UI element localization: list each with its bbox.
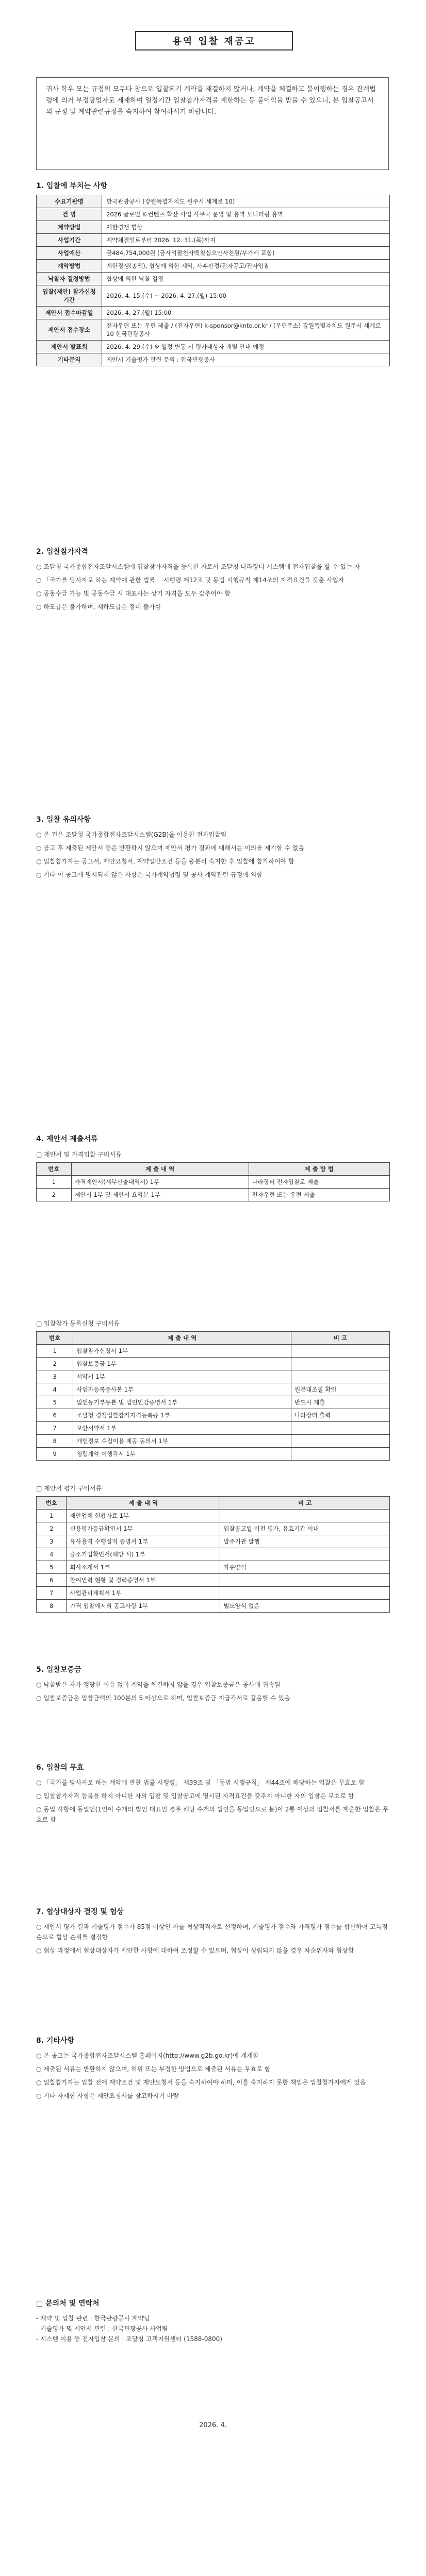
row-number: 8	[37, 1435, 73, 1448]
contact-line: - 계약 및 입찰 관련 : 한국관광공사 계약팀	[36, 2315, 150, 2322]
row-number: 7	[37, 1422, 73, 1435]
info-row	[37, 273, 390, 285]
notice-item: ○ 공고 후 제출된 제안서 등은 반환하지 않으며 제안서 평가 결과에 대해서는 이의를 제기할 수 없음	[36, 844, 304, 852]
registration-row	[37, 1396, 390, 1409]
submission-docs-table	[36, 1162, 390, 1201]
row-item: 보안서약서 1부	[73, 1422, 291, 1435]
info-label: 계약방법	[37, 221, 102, 234]
row-item: 법인등기부등본 및 법인인감증명서 1부	[73, 1396, 291, 1409]
row-item: 회사소개서 1부	[67, 1561, 220, 1574]
info-label: 건 명	[37, 208, 102, 221]
column-header: 번호	[37, 1497, 67, 1510]
info-row	[37, 341, 390, 353]
info-row	[37, 260, 390, 273]
bid-info-table	[36, 195, 390, 366]
etc-item: ○ 본 공고는 국가종합전자조달시스템 홈페이지(http://www.g2b.go.kr)에 게재함	[36, 2052, 259, 2059]
row-item: 개인정보 수집이용 제공 동의서 1부	[73, 1435, 291, 1448]
qualification-item: ○ 「국가를 당사자로 하는 계약에 관한 법률」 시행령 제12조 및 동법 시행규칙 제14조의 자격요건을 갖춘 사업자	[36, 577, 345, 584]
row-item: 입찰보증금 1부	[73, 1358, 291, 1370]
column-header: 번호	[37, 1332, 73, 1345]
column-header: 비 고	[291, 1332, 390, 1345]
section-heading-5: 5. 입찰보증금	[36, 1666, 81, 1674]
registration-row	[37, 1383, 390, 1396]
row-note	[220, 1548, 390, 1561]
section-heading-6: 6. 입찰의 무효	[36, 1764, 84, 1772]
row-number: 8	[37, 1600, 67, 1613]
evaluation-row	[37, 1510, 390, 1522]
registration-row	[37, 1448, 390, 1461]
etc-item: ○ 입찰참가자는 입찰 전에 계약조건 및 제안요청서 등을 숙지하여야 하며, 이를 숙지하지 못한 책임은 입찰참가자에게 있음	[36, 2079, 366, 2086]
evaluation-row	[37, 1535, 390, 1548]
info-value: 2026. 4. 27.(월) 15:00	[102, 307, 390, 319]
row-note	[220, 1587, 390, 1600]
evaluation-row	[37, 1548, 390, 1561]
info-row	[37, 307, 390, 319]
bond-item: ○ 입찰보증금은 입찰금액의 100분의 5 이상으로 하며, 입찰보증금 지급각서로 갈음할 수 있음	[36, 1694, 290, 1702]
contact-line: - 시스템 이용 등 전자입찰 문의 : 조달청 고객지원센터 (1588-0800)	[36, 2335, 222, 2343]
info-label: 낙찰자 결정방법	[37, 273, 102, 285]
info-label: 제안서 접수마감일	[37, 307, 102, 319]
info-value: 제한경쟁 협상	[102, 221, 390, 234]
row-note: 전자우편 또는 우편 제출	[249, 1189, 390, 1201]
registration-docs-table	[36, 1331, 390, 1461]
invalid-paragraphs	[36, 1777, 390, 1828]
row-number: 5	[37, 1396, 73, 1409]
row-number: 2	[37, 1189, 72, 1201]
row-note: 나라장터 전자입찰로 제출	[249, 1176, 390, 1189]
row-note: 별도양식 없음	[220, 1600, 390, 1613]
evaluation-row	[37, 1587, 390, 1600]
info-value: 제안서 기술평가 관련 문의 : 한국관광공사	[102, 353, 390, 366]
intro-notice: 귀사 학우 모는 규정의 모두다 창으로 입찰되기 계약을 재결하지 않거나, 계약을 체결하고 불이행하는 경우 관계법령에 의거 부정당업자로 제재하여 일정기간 입찰참가자격을 제한하는 등 불이익을 받을 수 있으니, 본 입찰공고서의 규정 및 계약관련규정을 숙지하여 참여하시기 바랍니다.	[36, 77, 389, 170]
notice-paragraphs	[36, 829, 390, 883]
row-note	[220, 1574, 390, 1587]
info-value: 2026. 4. 29.(수) ※ 일정 변동 시 평가대상자 개별 안내 예정	[102, 341, 390, 353]
evaluation-row	[37, 1574, 390, 1587]
row-note	[291, 1345, 390, 1358]
row-item: 신용평가등급확인서 1부	[67, 1522, 220, 1535]
contact-lines	[36, 2313, 390, 2344]
submission-row	[37, 1176, 390, 1189]
evaluation-row	[37, 1522, 390, 1535]
row-number: 1	[37, 1176, 72, 1189]
etc-paragraphs	[36, 2050, 390, 2104]
info-row	[37, 221, 390, 234]
notice-item: ○ 입찰참가자는 공고서, 제안요청서, 계약일반조건 등을 충분히 숙지한 후 입찰에 참가하여야 함	[36, 858, 294, 865]
info-label: 기타문의	[37, 353, 102, 366]
footer-date: 2026. 4.	[199, 2421, 227, 2429]
registration-row	[37, 1435, 390, 1448]
row-item: 청렴계약 이행각서 1부	[73, 1448, 291, 1461]
info-label: 제안서 발표회	[37, 341, 102, 353]
row-item: 가격제안서(세부산출내역서) 1부	[71, 1176, 249, 1189]
info-label: 계약방법	[37, 260, 102, 273]
row-number: 5	[37, 1561, 67, 1574]
info-value: 2026 글로벌 K-컨텐츠 확산 사업 사무국 운영 및 용역 모니터링 용역	[102, 208, 390, 221]
qualification-item: ○ 공동수급 가능 및 공동수급 시 대표사는 상기 자격을 모두 갖추어야 함	[36, 590, 231, 597]
row-note	[291, 1448, 390, 1461]
info-row	[37, 319, 390, 341]
row-note: 입찰공고일 이전 평가, 유효기간 이내	[220, 1522, 390, 1535]
bond-item: ○ 낙찰받은 자가 정당한 이유 없이 계약을 체결하지 않을 경우 입찰보증금은 공사에 귀속됨	[36, 1681, 281, 1688]
submission-subheading-a: □ 제안서 및 가격입찰 구비서류	[36, 1151, 122, 1158]
bond-paragraphs	[36, 1680, 390, 1706]
row-note	[220, 1510, 390, 1522]
column-header: 비 고	[220, 1497, 390, 1510]
row-item: 제안업체 현황자료 1부	[67, 1510, 220, 1522]
registration-row	[37, 1345, 390, 1358]
submission-row	[37, 1189, 390, 1201]
row-number: 6	[37, 1574, 67, 1587]
info-label: 사업기간	[37, 234, 102, 247]
qualification-item: ○ 조달청 국가종합전자조달시스템에 입찰참가자격을 등록한 자로서 조달청 나라장터 시스템에 전자입찰을 할 수 있는 자	[36, 563, 361, 570]
page-title: 용역 입찰 재공고	[135, 31, 293, 50]
row-item: 제안서 1부 및 제안서 요약본 1부	[71, 1189, 249, 1201]
invalid-item: ○ 「국가를 당사자로 하는 계약에 관한 법률 시행령」 제39조 및 「동법 시행규칙」 제44조에 해당하는 입찰은 무효로 함	[36, 1779, 365, 1786]
row-item: 입찰참가신청서 1부	[73, 1345, 291, 1358]
info-row	[37, 208, 390, 221]
registration-row	[37, 1370, 390, 1383]
column-header: 제 출 내 역	[67, 1497, 220, 1510]
info-label: 사업예산	[37, 247, 102, 260]
row-note: 자유양식	[220, 1561, 390, 1574]
info-value: 제한경쟁(총액), 협상에 의한 계약, 사후판정/전자공고/전자입찰	[102, 260, 390, 273]
row-number: 9	[37, 1448, 73, 1461]
contact-line: - 기술평가 및 제안서 관련 : 한국관광공사 사업팀	[36, 2325, 168, 2332]
invalid-item: ○ 입찰참가자격 등록을 하지 아니한 자의 입찰 및 입찰공고에 명시된 자격요건을 갖추지 아니한 자의 입찰은 무효로 함	[36, 1792, 354, 1800]
row-note: 발주기관 발행	[220, 1535, 390, 1548]
row-note	[291, 1422, 390, 1435]
section-heading-1: 1. 입찰에 부치는 사항	[36, 182, 107, 190]
etc-item: ○ 제출된 서류는 반환하지 않으며, 허위 또는 부정한 방법으로 제출된 서류는 무효로 함	[36, 2065, 271, 2073]
row-note	[291, 1370, 390, 1383]
row-item: 참여인력 현황 및 경력증명서 1부	[67, 1574, 220, 1587]
qualification-paragraphs	[36, 562, 390, 615]
negotiation-paragraphs	[36, 1922, 390, 1959]
contact-heading: □ 문의처 및 연락처	[36, 2299, 100, 2308]
row-note	[291, 1435, 390, 1448]
row-item: 조달청 경쟁입찰참가자격등록증 1부	[73, 1409, 291, 1422]
info-value: 전자우편 또는 우편 제출 / (전자우편) k-sponsor@knto.or.kr / (우편주소) 강원특별자치도 원주시 세계로 10 한국관광공사	[102, 319, 390, 341]
registration-subheading: □ 입찰참가 등록신청 구비서류	[36, 1320, 120, 1327]
registration-row	[37, 1409, 390, 1422]
row-item: 유사용역 수행실적 증명서 1부	[67, 1535, 220, 1548]
row-number: 3	[37, 1535, 67, 1548]
info-label: 제안서 접수장소	[37, 319, 102, 341]
registration-row	[37, 1422, 390, 1435]
row-item: 중소기업확인서(해당 시) 1부	[67, 1548, 220, 1561]
row-number: 3	[37, 1370, 73, 1383]
row-number: 4	[37, 1548, 67, 1561]
evaluation-row	[37, 1561, 390, 1574]
etc-item: ○ 기타 자세한 사항은 제안요청서를 참고하시기 바람	[36, 2092, 179, 2099]
row-item: 사업자등록증사본 1부	[73, 1383, 291, 1396]
section-heading-7: 7. 협상대상자 결정 및 협상	[36, 1908, 124, 1916]
row-note	[291, 1358, 390, 1370]
row-item: 가격 입찰에서의 공고사항 1부	[67, 1600, 220, 1613]
info-row	[37, 353, 390, 366]
info-row	[37, 285, 390, 307]
row-number: 1	[37, 1345, 73, 1358]
column-header: 제 출 내 역	[73, 1332, 291, 1345]
row-number: 1	[37, 1510, 67, 1522]
row-note: 원본대조필 확인	[291, 1383, 390, 1396]
negotiation-item: ○ 협상 과정에서 협상대상자가 제안한 사항에 대하여 조정할 수 있으며, 협상이 성립되지 않을 경우 차순위자와 협상함	[36, 1947, 354, 1954]
invalid-item: ○ 동일 사항에 동일인(1인이 수개의 법인 대표인 경우 해당 수개의 법인을 동일인으로 봄)이 2통 이상의 입찰서를 제출한 입찰은 무효로 함	[36, 1806, 389, 1823]
info-label: 수요기관명	[37, 195, 102, 208]
registration-row	[37, 1358, 390, 1370]
row-item: 서약서 1부	[73, 1370, 291, 1383]
qualification-item: ○ 하도급은 불가하며, 재하도급은 절대 불가함	[36, 603, 161, 611]
info-value: 계약체결일로부터 2026. 12. 31.(목)까지	[102, 234, 390, 247]
row-item: 사업관리계획서 1부	[67, 1587, 220, 1600]
notice-item: ○ 본 건은 조달청 국가종합전자조달시스템(G2B)을 이용한 전자입찰임	[36, 831, 227, 838]
row-number: 7	[37, 1587, 67, 1600]
evaluation-subheading: □ 제안서 평가 구비서류	[36, 1485, 102, 1492]
column-header: 제 출 방 법	[249, 1163, 390, 1176]
column-header: 제 출 내 역	[71, 1163, 249, 1176]
row-note: 반드시 제출	[291, 1396, 390, 1409]
section-heading-4: 4. 제안서 제출서류	[36, 1135, 98, 1143]
info-label: 입찰(제안) 참가신청 기간	[37, 285, 102, 307]
evaluation-docs-table	[36, 1496, 390, 1613]
info-value: 금484,754,000원 (금사억팔천사백칠십오만사천원/부가세 포함)	[102, 247, 390, 260]
info-value: 협상에 의한 낙찰 결정	[102, 273, 390, 285]
info-row	[37, 247, 390, 260]
info-row	[37, 234, 390, 247]
info-row	[37, 195, 390, 208]
row-number: 6	[37, 1409, 73, 1422]
row-number: 4	[37, 1383, 73, 1396]
section-heading-2: 2. 입찰참가자격	[36, 548, 89, 556]
evaluation-row	[37, 1600, 390, 1613]
column-header: 번호	[37, 1163, 72, 1176]
row-number: 2	[37, 1522, 67, 1535]
info-value: 2026. 4. 15.(수) ~ 2026. 4. 27.(월) 15:00	[102, 285, 390, 307]
info-value: 한국관광공사 (강원특별자치도 원주시 세계로 10)	[102, 195, 390, 208]
section-heading-3: 3. 입찰 유의사항	[36, 816, 91, 824]
notice-item: ○ 기타 이 공고에 명시되지 않은 사항은 국가계약법령 및 공사 계약관련 규정에 의함	[36, 871, 263, 878]
section-heading-8: 8. 기타사항	[36, 2037, 75, 2045]
row-number: 2	[37, 1358, 73, 1370]
row-note: 나라장터 출력	[291, 1409, 390, 1422]
negotiation-item: ○ 제안서 평가 결과 기술평가 점수가 85점 이상인 자를 협상적격자로 선정하며, 기술평가 점수와 가격평가 점수를 합산하여 고득점 순으로 협상 순위를 결정함	[36, 1923, 388, 1941]
